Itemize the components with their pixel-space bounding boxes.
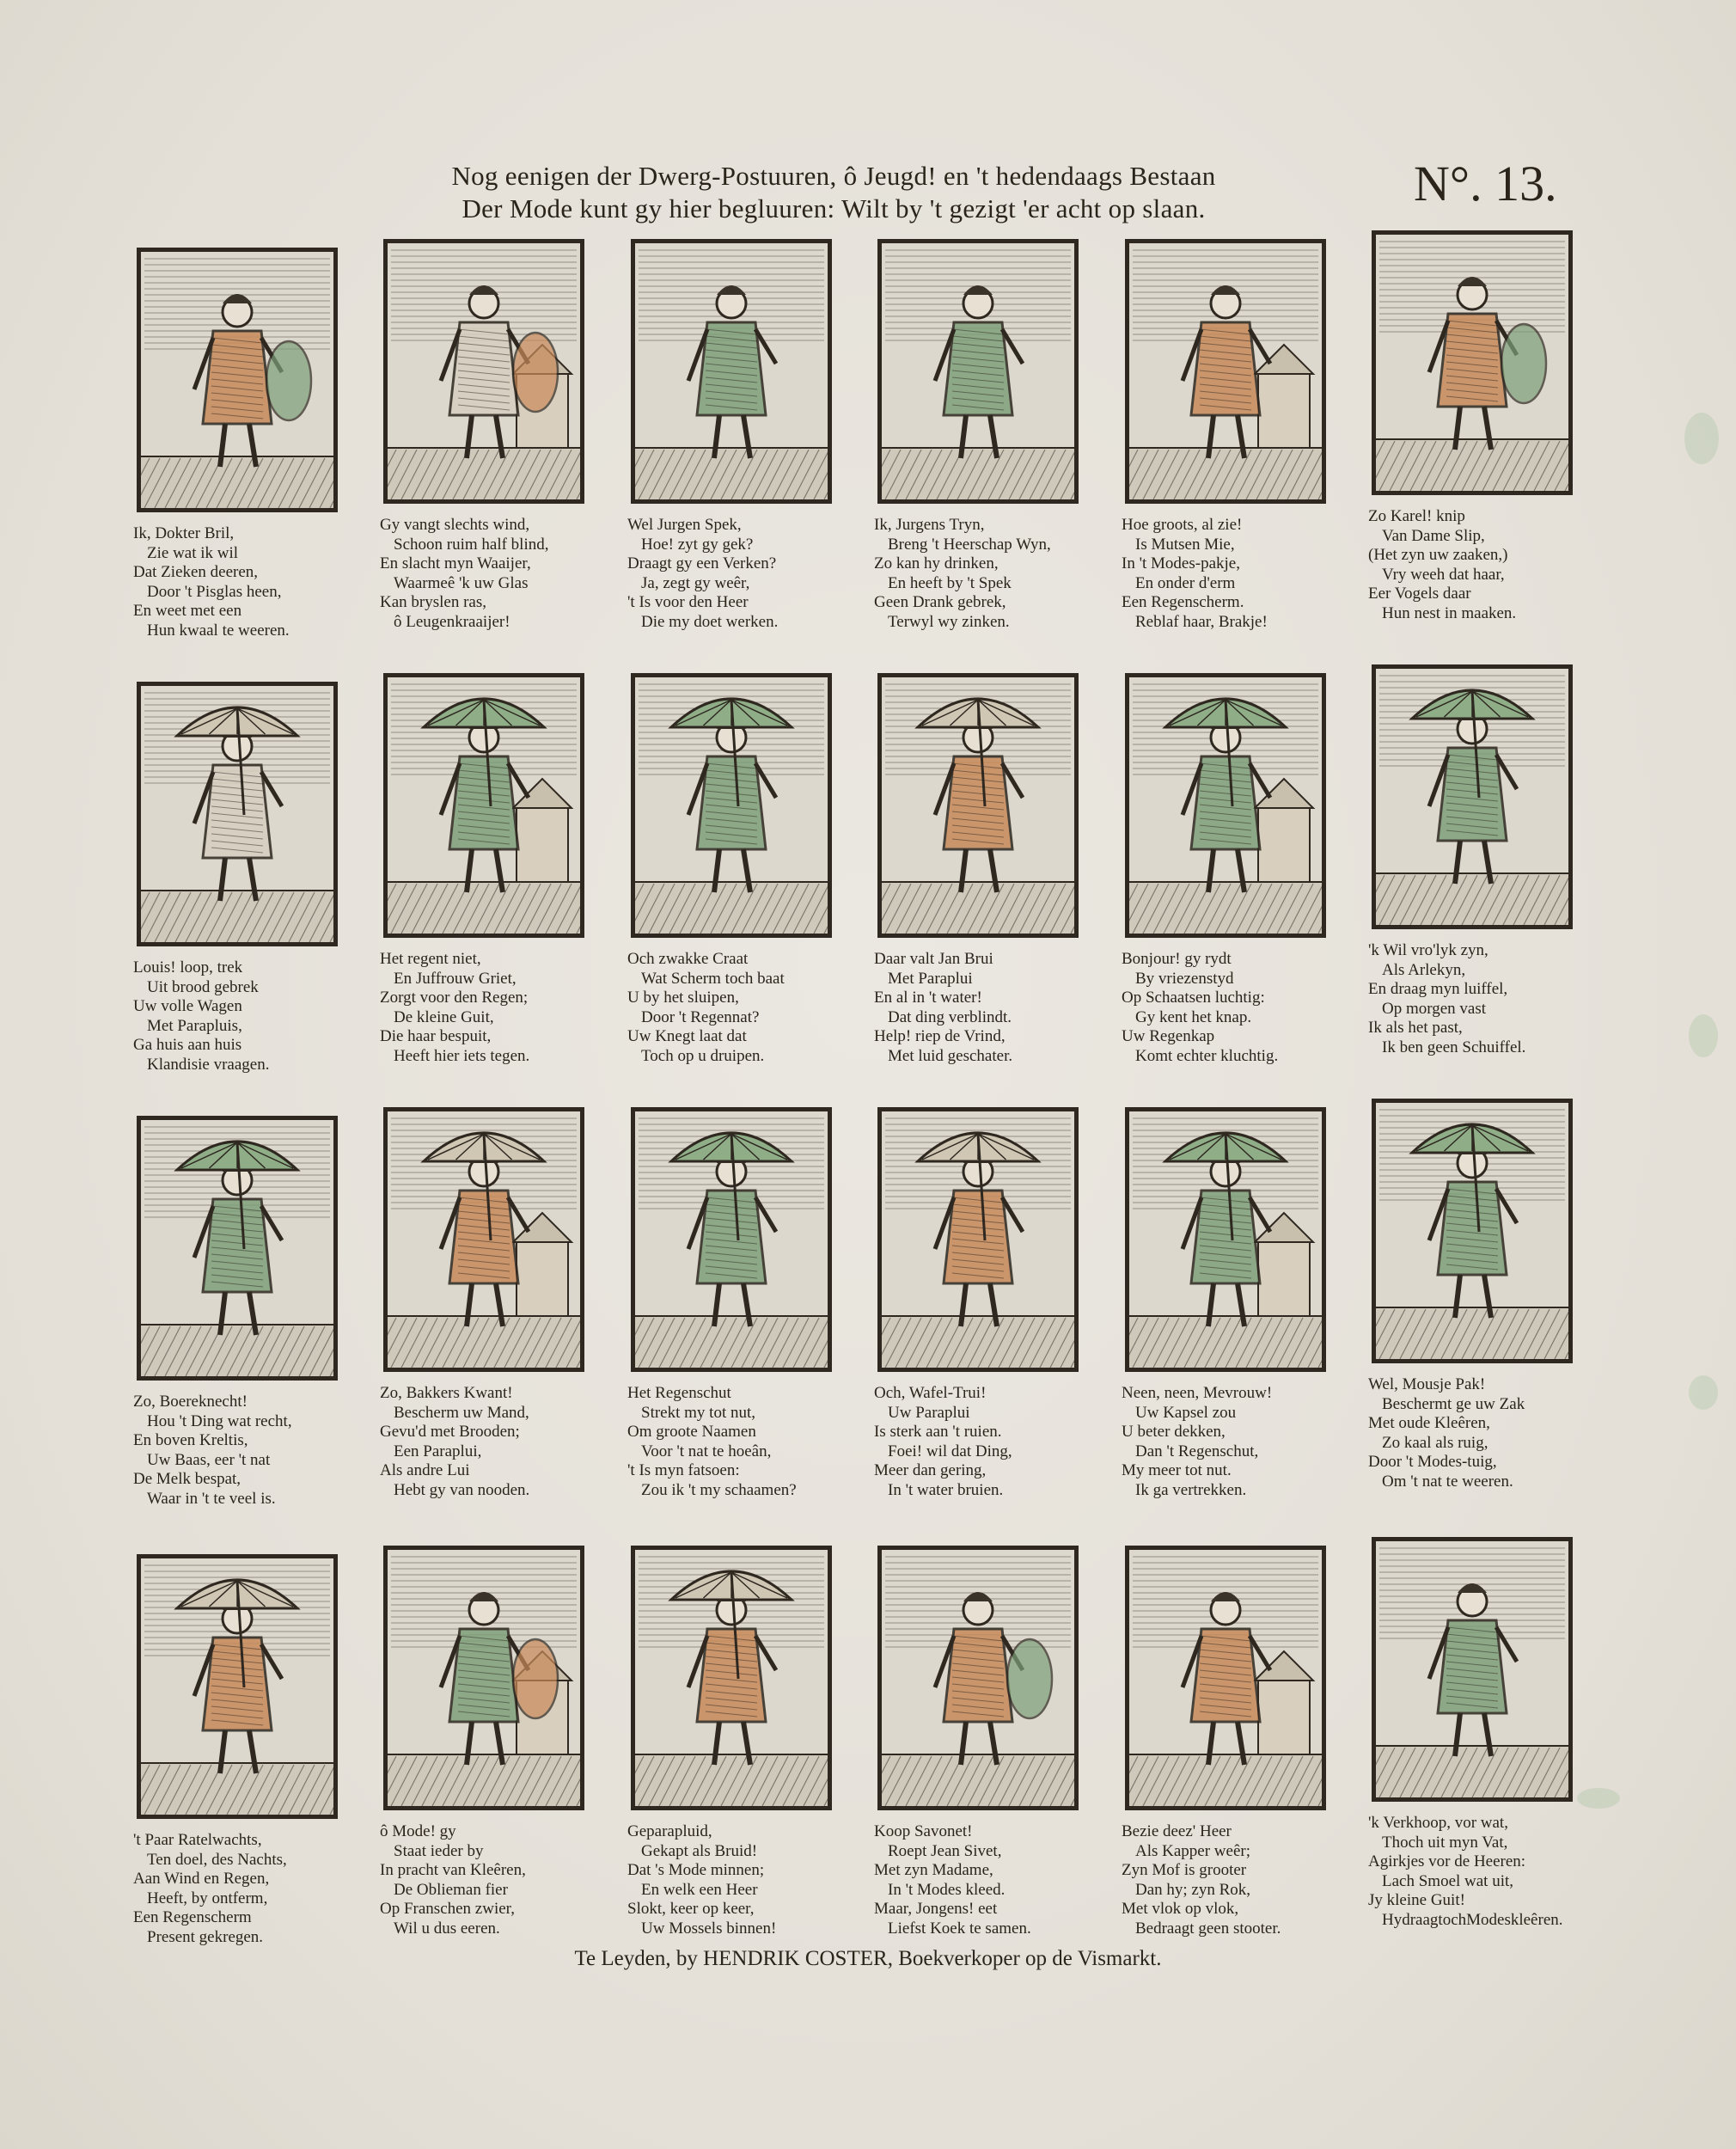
title-line-2: Der Mode kunt gy hier begluuren: Wilt by 't gezigt 'er acht op slaan.: [462, 193, 1206, 223]
verse: [1360, 941, 1609, 1057]
woodcut-frame: [631, 673, 832, 938]
woodcut-frame: [137, 682, 338, 946]
grid-row: [125, 664, 1603, 1094]
verse-line: Reblaf haar, Brakje!: [1135, 612, 1268, 631]
verse-line: 't Is voor den Heer: [627, 593, 749, 611]
verse-line: Is sterk aan 't ruien.: [874, 1423, 1002, 1441]
plate-number: N°. 13.: [1414, 156, 1557, 211]
woodcut-frame: [877, 239, 1079, 504]
panel-man-falling-bridge: [865, 664, 1115, 1094]
verse-line: By vriezenstyd: [1135, 969, 1234, 988]
verse-line: De Melk bespat,: [133, 1470, 241, 1488]
verse-line: En al in 't water!: [874, 989, 982, 1007]
verse-line: Zo kan hy drinken,: [874, 554, 999, 572]
verse-line: Hou 't Ding wat recht,: [147, 1411, 292, 1430]
woodcut-frame: [1372, 1099, 1573, 1363]
woodcut-farmhand-buckets: [141, 1120, 333, 1376]
panel-farmhand-buckets: [125, 1099, 374, 1528]
verse-line: Zo, Boereknecht!: [133, 1393, 248, 1411]
verse-line: 'k Wil vro'lyk zyn,: [1368, 941, 1488, 959]
panel-couple-umbrella: [1113, 1099, 1362, 1528]
verse-line: Lach Smoel wat uit,: [1382, 1871, 1514, 1890]
verse-line: Schoon ruim half blind,: [394, 535, 549, 554]
verse-line: Het Regenschut: [627, 1384, 731, 1402]
verse-line: Bedraagt geen stooter.: [1135, 1919, 1281, 1938]
verse-line: Jy kleine Guit!: [1368, 1891, 1465, 1909]
woodcut-waffle-seller: [882, 1111, 1074, 1368]
verse-line: Uw Baas, eer 't nat: [147, 1450, 271, 1469]
verse-line: Terwyl wy zinken.: [888, 612, 1010, 631]
panel-old-clothes-man: [371, 1537, 620, 1967]
verse-line: Koop Savonet!: [874, 1822, 973, 1840]
verse-line: Om 't nat te weeren.: [1382, 1472, 1513, 1491]
verse-line: Hebt gy van nooden.: [394, 1480, 530, 1499]
woodcut-frame: [1125, 1107, 1326, 1372]
panel-lady-umbrella-boy: [371, 664, 620, 1094]
verse: [619, 516, 868, 632]
woodcut-lady-fan: [388, 243, 580, 499]
title-line-1: Nog eenigen der Dwerg-Postuuren, ô Jeugd! en 't hedendaags Bestaan: [451, 161, 1216, 191]
verse-line: Och zwakke Craat: [627, 950, 749, 968]
verse-line: Op morgen vast: [1382, 999, 1487, 1018]
woodcut-frame: [1372, 230, 1573, 495]
verse-line: Draagt gy een Verken?: [627, 554, 777, 572]
paper-stain: [1684, 413, 1719, 464]
verse: [619, 1822, 868, 1938]
verse-line: Neen, neen, Mevrouw!: [1122, 1384, 1273, 1402]
verse-line: Zo kaal als ruig,: [1382, 1433, 1488, 1452]
woodcut-skater-umbrella: [1129, 677, 1322, 934]
woodcut-frame: [383, 239, 584, 504]
verse-line: Met zyn Madame,: [874, 1861, 993, 1879]
panel-barber: [1113, 1537, 1362, 1967]
verse-line: Met oude Kleêren,: [1368, 1414, 1490, 1432]
grid-row: [125, 230, 1603, 660]
panel-lady-dog: [1113, 230, 1362, 660]
woodcut-harlequin: [1376, 669, 1568, 925]
verse-line: Meer dan gering,: [874, 1461, 987, 1479]
verse-line: Die haar bespuit,: [380, 1027, 492, 1045]
verse-line: Door 't Regennat?: [641, 1007, 760, 1026]
verse-line: Foei! wil dat Ding,: [888, 1442, 1012, 1460]
verse: [125, 1831, 374, 1947]
verse: [125, 958, 374, 1074]
panel-two-men-umbrella: [619, 664, 868, 1094]
verse-line: Ik als het past,: [1368, 1019, 1463, 1037]
verse-line: Slokt, keer op keer,: [627, 1900, 755, 1918]
verse-line: Een Regenscherm.: [1122, 593, 1244, 611]
panel-waffle-seller: [865, 1099, 1115, 1528]
verse-line: Als Arlekyn,: [1382, 960, 1466, 979]
verse-line: En draag myn luiffel,: [1368, 980, 1508, 998]
verse-line: Dan 't Regenschut,: [1135, 1442, 1259, 1460]
verse-line: En heeft by 't Spek: [888, 573, 1012, 592]
imprint-suffix: , Boekverkoper op de Vismarkt.: [887, 1947, 1162, 1970]
woodcut-frame: [137, 1554, 338, 1819]
woodcut-frame: [877, 1546, 1079, 1810]
verse-line: Die my doet werken.: [641, 612, 779, 631]
verse-line: Door 't Modes-tuig,: [1368, 1453, 1497, 1471]
verse-line: Heeft hier iets tegen.: [394, 1046, 530, 1065]
verse-line: Gy kent het knap.: [1135, 1007, 1252, 1026]
verse: [371, 1384, 620, 1500]
verse-line: 't Paar Ratelwachts,: [133, 1831, 262, 1849]
woodcut-mussel-seller: [635, 1550, 828, 1806]
verse-line: Louis! loop, trek: [133, 958, 243, 977]
verse-line: Ik ben geen Schuiffel.: [1382, 1038, 1526, 1056]
paper-stain: [1689, 1014, 1718, 1057]
verse: [865, 1822, 1115, 1938]
panel-mussel-seller: [619, 1537, 868, 1967]
verse-line: Ik, Dokter Bril,: [133, 524, 235, 542]
panel-umbrella-cart: [125, 664, 374, 1094]
verse-line: Dat Zieken deeren,: [133, 563, 259, 581]
panel-doctor: [125, 230, 374, 660]
verse-line: In pracht van Kleêren,: [380, 1861, 526, 1879]
verse-line: Och, Wafel-Trui!: [874, 1384, 987, 1402]
verse-line: En Juffrouw Griet,: [394, 969, 517, 988]
woodcut-frame: [1125, 673, 1326, 938]
verse-line: Zorgt voor den Regen;: [380, 989, 529, 1007]
woodcut-frame: [631, 239, 832, 504]
verse-line: Dat 's Mode minnen;: [627, 1861, 765, 1879]
verse-line: Waarmeê 'k uw Glas: [394, 573, 529, 592]
panel-harlequin: [1360, 664, 1609, 1094]
verse-line: Vry weeh dat haar,: [1382, 565, 1505, 584]
verse-line: Een Regenscherm: [133, 1908, 252, 1926]
woodcut-man-umbrella-street: [635, 1111, 828, 1368]
imprint-line: [0, 1947, 1736, 1971]
panel-couple-sword: [1360, 230, 1609, 660]
verse-line: Als Kapper weêr;: [1135, 1841, 1251, 1860]
verse-line: Als andre Lui: [380, 1461, 470, 1479]
verse-line: Bonjour! gy rydt: [1122, 950, 1232, 968]
verse-line: Uw Knegt laat dat: [627, 1027, 747, 1045]
verse-line: My meer tot nut.: [1122, 1461, 1232, 1479]
panel-soap-seller: [865, 1537, 1115, 1967]
verse: [865, 950, 1115, 1066]
paper-stain: [1689, 1375, 1718, 1410]
woodcut-two-men-umbrella: [635, 677, 828, 934]
imprint-prefix: Te Leyden, by: [574, 1947, 704, 1970]
verse-line: Gy vangt slechts wind,: [380, 516, 530, 534]
verse-line: Bezie deez' Heer: [1122, 1822, 1232, 1840]
verse: [1113, 1822, 1362, 1938]
verse-line: Bescherm uw Mand,: [394, 1403, 529, 1422]
verse-line: Staat ieder by: [394, 1841, 484, 1860]
verse-line: Zo, Bakkers Kwant!: [380, 1384, 513, 1402]
verse: [371, 516, 620, 632]
verse-line: Uw Mossels binnen!: [641, 1919, 777, 1938]
woodcut-frame: [383, 673, 584, 938]
verse-line: Agirkjes vor de Heeren:: [1368, 1852, 1526, 1870]
verse-line: Van Dame Slip,: [1382, 526, 1485, 545]
verse-line: Hun kwaal te weeren.: [147, 621, 290, 640]
verse-line: Zyn Mof is grooter: [1122, 1861, 1247, 1879]
woodcut-maid-jugs: [882, 243, 1074, 499]
verse-line: 'k Verkhoop, vor wat,: [1368, 1814, 1508, 1832]
verse-line: Zie wat ik wil: [147, 543, 239, 562]
verse-line: 't Is myn fatsoen:: [627, 1461, 740, 1479]
verse-line: Kan bryslen ras,: [380, 593, 486, 611]
verse-line: Strekt my tot nut,: [641, 1403, 755, 1422]
woodcut-watchmen: [141, 1558, 333, 1815]
verse-line: In 't Modes kleed.: [888, 1880, 1006, 1899]
verse-line: Wil u dus eeren.: [394, 1919, 500, 1938]
verse-line: Toch op u druipen.: [641, 1046, 765, 1065]
verse-line: (Het zyn uw zaaken,): [1368, 546, 1508, 564]
woodcut-frame: [631, 1107, 832, 1372]
woodcut-umbrella-cart: [141, 686, 333, 942]
verse-line: De Oblieman fier: [394, 1880, 508, 1899]
woodcut-frame: [631, 1546, 832, 1810]
verse-line: Maar, Jongens! eet: [874, 1900, 998, 1918]
verse-line: Met Paraplui: [888, 969, 973, 988]
woodcut-barber: [1129, 1550, 1322, 1806]
verse-line: En weet met een: [133, 602, 242, 620]
verse-line: Wat Scherm toch baat: [641, 969, 785, 988]
verse-line: En slacht myn Waaijer,: [380, 554, 531, 572]
panel-man-pig: [619, 230, 868, 660]
verse-line: Daar valt Jan Brui: [874, 950, 993, 968]
verse-line: Met vlok op vlok,: [1122, 1900, 1239, 1918]
verse-line: Om groote Naamen: [627, 1423, 756, 1441]
verse-line: Dan hy; zyn Rok,: [1135, 1880, 1251, 1899]
verse-line: De kleine Guit,: [394, 1007, 494, 1026]
verse-line: Geen Drank gebrek,: [874, 593, 1006, 611]
grid-row: [125, 1537, 1603, 1967]
verse-line: En onder d'erm: [1135, 573, 1236, 592]
verse-line: Eer Vogels daar: [1368, 585, 1471, 603]
woodcut-couple-sword: [1376, 235, 1568, 491]
verse-line: Zou ik 't my schaamen?: [641, 1480, 797, 1499]
panel-vat-seller: [1360, 1537, 1609, 1967]
woodcut-vat-seller: [1376, 1541, 1568, 1797]
imprint-publisher: HENDRIK COSTER: [703, 1947, 888, 1970]
verse-line: En boven Kreltis,: [133, 1431, 248, 1449]
woodcut-lady-dog: [1129, 243, 1322, 499]
verse-line: Voor 't nat te hoeân,: [641, 1442, 772, 1460]
verse-line: Dat ding verblindt.: [888, 1007, 1012, 1026]
verse-line: Een Paraplui,: [394, 1442, 482, 1460]
verse-line: Liefst Koek te samen.: [888, 1919, 1031, 1938]
verse-line: Beschermt ge uw Zak: [1382, 1394, 1525, 1413]
verse-line: Uw Regenkap: [1122, 1027, 1215, 1045]
verse-line: Op Franschen zwier,: [380, 1900, 515, 1918]
verse: [1113, 950, 1362, 1066]
verse-line: Uw Paraplui: [888, 1403, 970, 1422]
verse: [1113, 1384, 1362, 1500]
verse: [1360, 507, 1609, 623]
verse: [1360, 1814, 1609, 1930]
panel-skater-umbrella: [1113, 664, 1362, 1094]
woodcut-frame: [1372, 1537, 1573, 1802]
verse: [1113, 516, 1362, 632]
verse: [619, 950, 868, 1066]
verse-line: En welk een Heer: [641, 1880, 758, 1899]
verse-line: Ik, Jurgens Tryn,: [874, 516, 985, 534]
woodcut-frame: [877, 1107, 1079, 1372]
grid-row: [125, 1099, 1603, 1528]
verse-line: In 't Modes-pakje,: [1122, 554, 1240, 572]
panel-watchmen: [125, 1537, 374, 1967]
verse-line: Aan Wind en Regen,: [133, 1870, 270, 1888]
verse-line: HydraagtochModeskleêren.: [1382, 1910, 1563, 1929]
verse-line: Gekapt als Bruid!: [641, 1841, 758, 1860]
verse-line: ô Mode! gy: [380, 1822, 456, 1840]
verse-line: Hoe groots, al zie!: [1122, 516, 1243, 534]
verse-line: Uit brood gebrek: [147, 977, 259, 996]
verse-line: Hun nest in maaken.: [1382, 603, 1517, 622]
verse-line: Wel, Mousje Pak!: [1368, 1375, 1486, 1393]
verse-line: Geparapluid,: [627, 1822, 712, 1840]
verse-line: Komt echter kluchtig.: [1135, 1046, 1279, 1065]
verse-line: Heeft, by ontferm,: [147, 1889, 268, 1907]
woodcut-frame: [383, 1546, 584, 1810]
verse-line: U beter dekken,: [1122, 1423, 1226, 1441]
verse-line: Ja, zegt gy weêr,: [641, 573, 750, 592]
woodcut-man-sack-umbrella: [1376, 1103, 1568, 1359]
verse: [125, 524, 374, 640]
woodcut-frame: [383, 1107, 584, 1372]
verse-line: Ga huis aan huis: [133, 1036, 242, 1054]
verse-line: Thoch uit myn Vat,: [1382, 1833, 1508, 1852]
woodcut-old-clothes-man: [388, 1550, 580, 1806]
panel-man-sack-umbrella: [1360, 1099, 1609, 1528]
verse-line: In 't water bruien.: [888, 1480, 1004, 1499]
woodcut-frame: [137, 248, 338, 512]
verse-line: Uw Kapsel zou: [1135, 1403, 1237, 1422]
verse-line: Waar in 't te veel is.: [147, 1489, 276, 1508]
panel-baker-umbrella: [371, 1099, 620, 1528]
verse-line: Klandisie vraagen.: [147, 1055, 270, 1074]
verse-line: Wel Jurgen Spek,: [627, 516, 742, 534]
woodcut-couple-umbrella: [1129, 1111, 1322, 1368]
verse: [125, 1393, 374, 1509]
woodcut-baker-umbrella: [388, 1111, 580, 1368]
verse-line: Help! riep de Vrind,: [874, 1027, 1006, 1045]
verse-line: Breng 't Heerschap Wyn,: [888, 535, 1051, 554]
verse-line: Gevu'd met Brooden;: [380, 1423, 520, 1441]
verse-line: Roept Jean Sivet,: [888, 1841, 1002, 1860]
panel-man-umbrella-street: [619, 1099, 868, 1528]
verse-line: U by het sluipen,: [627, 989, 739, 1007]
verse-line: Is Mutsen Mie,: [1135, 535, 1235, 554]
woodcut-lady-umbrella-boy: [388, 677, 580, 934]
verse-line: Met luid geschater.: [888, 1046, 1013, 1065]
verse-line: Uw volle Wagen: [133, 997, 242, 1015]
verse-line: ô Leugenkraaijer!: [394, 612, 510, 631]
woodcut-man-pig: [635, 243, 828, 499]
verse: [865, 1384, 1115, 1500]
panel-maid-jugs: [865, 230, 1115, 660]
verse: [1360, 1375, 1609, 1491]
woodcut-frame: [877, 673, 1079, 938]
verse-line: Op Schaatsen luchtig:: [1122, 989, 1265, 1007]
verse: [865, 516, 1115, 632]
panel-lady-fan: [371, 230, 620, 660]
woodcut-frame: [1125, 239, 1326, 504]
verse-line: Ik ga vertrekken.: [1135, 1480, 1247, 1499]
verse-line: Het regent niet,: [380, 950, 481, 968]
woodcut-frame: [1125, 1546, 1326, 1810]
verse-line: Zo Karel! knip: [1368, 507, 1465, 525]
verse-line: Door 't Pisglas heen,: [147, 582, 282, 601]
verse-line: Hoe! zyt gy gek?: [641, 535, 754, 554]
verse-line: Met Parapluis,: [147, 1016, 242, 1035]
woodcut-frame: [1372, 664, 1573, 929]
woodcut-doctor: [141, 252, 333, 508]
verse-line: Present gekregen.: [147, 1927, 264, 1946]
verse: [619, 1384, 868, 1500]
verse: [371, 950, 620, 1066]
woodcut-frame: [137, 1116, 338, 1381]
sheet-title: [361, 160, 1306, 225]
woodcut-soap-seller: [882, 1550, 1074, 1806]
woodcut-man-falling-bridge: [882, 677, 1074, 934]
verse-line: Ten doel, des Nachts,: [147, 1850, 287, 1869]
verse: [371, 1822, 620, 1938]
